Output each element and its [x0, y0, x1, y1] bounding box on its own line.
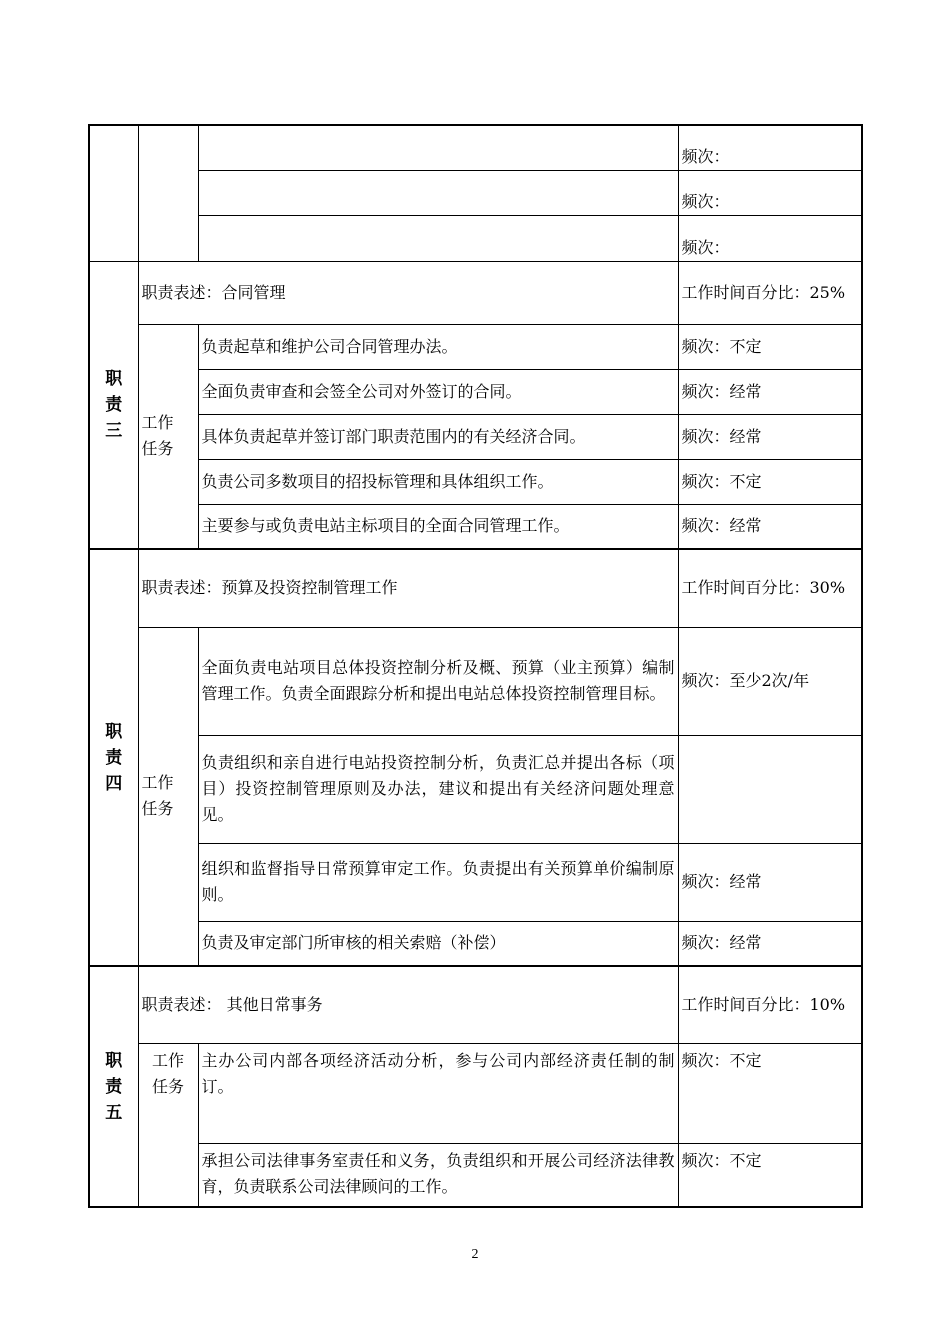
- page-number: 2: [471, 1247, 479, 1262]
- duty4-task: 组织和监督指导日常预算审定工作。负责提出有关预算单价编制原则。: [198, 843, 678, 921]
- prev-freq-cell: 频次：: [678, 125, 862, 170]
- duty3-time-percent: 工作时间百分比：25%: [678, 261, 862, 324]
- duty5-task: 承担公司法律事务室责任和义务，负责组织和开展公司经济法律教育，负责联系公司法律顾问的工作。: [198, 1143, 678, 1207]
- duty5-label: 职 责 五: [89, 966, 138, 1207]
- duty4-task-label: 工作 任务: [138, 627, 198, 966]
- duty4-time-percent: 工作时间百分比：30%: [678, 549, 862, 627]
- duty5-freq: 频次：不定: [678, 1143, 862, 1207]
- duty-table: [88, 124, 863, 1208]
- duty4-label: 职 责 四: [89, 549, 138, 966]
- duty3-task: 负责起草和维护公司合同管理办法。: [198, 324, 678, 369]
- prev-task-cell: [198, 170, 678, 215]
- duty4-task: 负责及审定部门所审核的相关索赔（补偿）: [198, 921, 678, 966]
- duty5-description: 职责表述： 其他日常事务: [138, 966, 678, 1043]
- prev-task-cell: [198, 215, 678, 261]
- prev-task-label-cell: [138, 125, 198, 261]
- duty4-task: 全面负责电站项目总体投资控制分析及概、预算（业主预算）编制管理工作。负责全面跟踪分析和提出电站总体投资控制管理目标。: [198, 627, 678, 735]
- duty3-task: 主要参与或负责电站主标项目的全面合同管理工作。: [198, 504, 678, 549]
- duty4-freq: 频次：经常: [678, 921, 862, 966]
- duty3-freq: 频次：不定: [678, 459, 862, 504]
- prev-duty-label-cell: [89, 125, 138, 261]
- duty3-task-label: 工作 任务: [138, 324, 198, 549]
- duty4-task: 负责组织和亲自进行电站投资控制分析，负责汇总并提出各标（项目）投资控制管理原则及办法，建议和提出有关经济问题处理意见。: [198, 735, 678, 843]
- duty3-freq: 频次：不定: [678, 324, 862, 369]
- duty3-freq: 频次：经常: [678, 504, 862, 549]
- prev-freq-cell: 频次：: [678, 170, 862, 215]
- prev-task-cell: [198, 125, 678, 170]
- duty3-task: 全面负责审查和会签全公司对外签订的合同。: [198, 369, 678, 414]
- duty3-task: 负责公司多数项目的招投标管理和具体组织工作。: [198, 459, 678, 504]
- duty4-description: 职责表述：预算及投资控制管理工作: [138, 549, 678, 627]
- duty4-freq: 频次：经常: [678, 843, 862, 921]
- duty3-description: 职责表述：合同管理: [138, 261, 678, 324]
- duty3-freq: 频次：经常: [678, 414, 862, 459]
- duty4-freq: 频次：至少2次/年: [678, 627, 862, 735]
- duty5-time-percent: 工作时间百分比：10%: [678, 966, 862, 1043]
- duty3-freq: 频次：经常: [678, 369, 862, 414]
- duty5-task: 主办公司内部各项经济活动分析，参与公司内部经济责任制的制订。: [198, 1043, 678, 1143]
- duty5-freq: 频次：不定: [678, 1043, 862, 1143]
- duty5-task-label: 工作 任务: [138, 1043, 198, 1207]
- prev-freq-cell: 频次：: [678, 215, 862, 261]
- duty4-freq: [678, 735, 862, 843]
- duty3-label: 职 责 三: [89, 261, 138, 549]
- duty3-task: 具体负责起草并签订部门职责范围内的有关经济合同。: [198, 414, 678, 459]
